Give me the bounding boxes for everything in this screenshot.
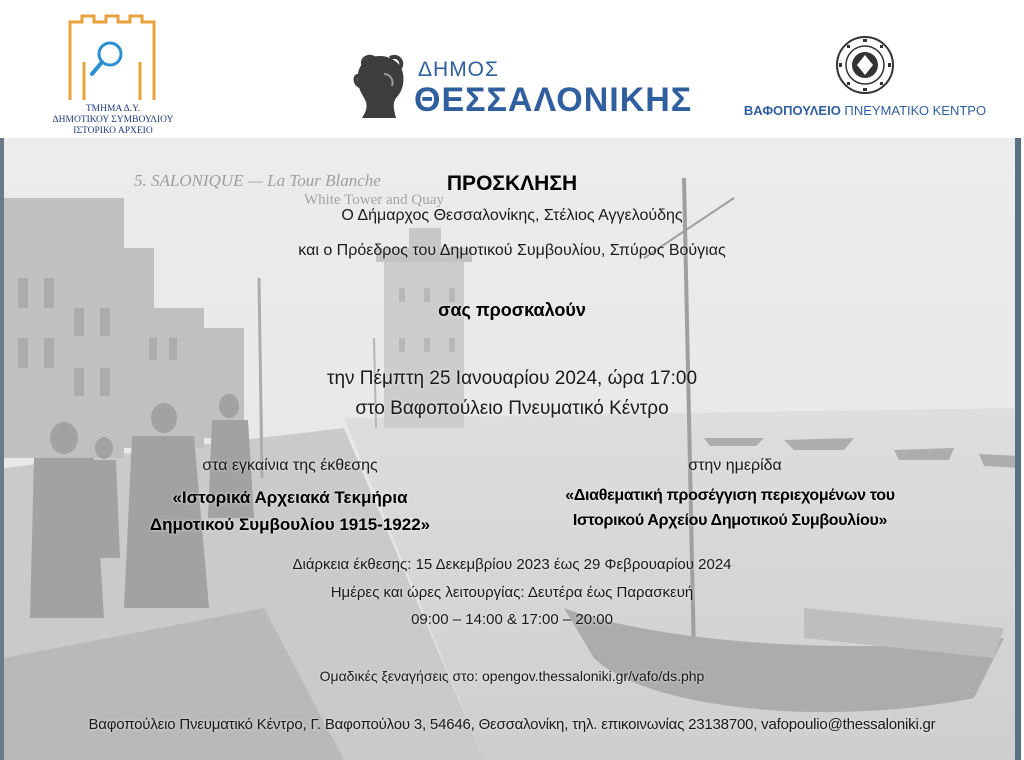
invite-line: σας προσκαλούν bbox=[438, 300, 586, 320]
vafopoulio-logo-text bbox=[735, 103, 995, 118]
municipality-logo bbox=[350, 52, 693, 127]
event-venue: στο Βαφοπούλειο Πνευματικό Κέντρο bbox=[355, 398, 669, 419]
municipality-word-thessaloniki: ΘΕΣΣΑΛΟΝΙΚΗΣ bbox=[414, 81, 693, 119]
right-border bbox=[1015, 138, 1021, 760]
archive-logo-line-2: ΔΗΜΟΤΙΚΟΥ ΣΥΜΒΟΥΛΙΟΥ bbox=[52, 115, 174, 125]
archive-logo-text bbox=[38, 104, 188, 137]
vafopoulio-logo-rest: ΠΝΕΥΜΑΤΙΚΟ ΚΕΝΤΡΟ bbox=[840, 103, 987, 118]
vafopoulio-seal-icon bbox=[835, 35, 895, 95]
alexander-bust-icon bbox=[350, 52, 410, 120]
mayor-line: Ο Δήμαρχος Θεσσαλονίκης, Στέλιος Αγγελούδης bbox=[341, 207, 683, 224]
council-president-line: και ο Πρόεδρος του Δημοτικού Συμβουλίου, Σπύρος Βούγιας bbox=[298, 242, 726, 259]
group-tours-link[interactable]: Ομαδικές ξεναγήσεις στο: opengov.thessaloniki.gr/vafo/ds.php bbox=[319, 668, 705, 684]
vafopoulio-logo bbox=[735, 35, 995, 125]
opening-hours: 09:00 – 14:00 & 17:00 – 20:00 bbox=[411, 611, 613, 628]
white-tower-background-photo bbox=[4, 138, 1020, 760]
tower-magnifier-icon bbox=[64, 12, 160, 104]
contact-address: Βαφοπούλειο Πνευματικό Κέντρο, Γ. Βαφοπούλου 3, 54646, Θεσσαλονίκη, τηλ. επικοινωνίας 23138700, vafopoulio@thessaloniki.gr bbox=[88, 716, 936, 733]
symposium-intro: στην ημερίδα bbox=[688, 457, 782, 474]
photo-caption-line-2: White Tower and Quay bbox=[304, 192, 444, 208]
exhibition-title-line-2: Δημοτικού Συμβουλίου 1915-1922» bbox=[149, 515, 431, 534]
historical-archive-logo bbox=[38, 12, 188, 136]
invitation-title: ΠΡΟΣΚΛΗΣΗ bbox=[446, 172, 578, 195]
event-date: την Πέμπτη 25 Ιανουαρίου 2024, ώρα 17:00 bbox=[326, 368, 698, 389]
municipality-word-dimos: ΔΗΜΟΣ bbox=[418, 58, 500, 81]
photo-caption-line-1: 5. SALONIQUE — La Tour Blanche bbox=[134, 171, 381, 190]
symposium-title-line-1: «Διαθεματική προσέγγιση περιεχομένων του bbox=[565, 487, 895, 504]
archive-logo-line-3: ΙΣΤΟΡΙΚΟ ΑΡΧΕΙΟ bbox=[73, 126, 153, 136]
vafopoulio-logo-bold: ΒΑΦΟΠΟΥΛΕΙΟ bbox=[743, 103, 841, 118]
exhibition-title-line-1: «Ιστορικά Αρχειακά Τεκμήρια bbox=[172, 488, 408, 507]
harbor-photo-illustration bbox=[4, 138, 1020, 760]
exhibition-duration: Διάρκεια έκθεσης: 15 Δεκεμβρίου 2023 έως 29 Φεβρουαρίου 2024 bbox=[292, 556, 732, 573]
archive-logo-line-1: ΤΜΗΜΑ Δ.Υ. bbox=[85, 104, 141, 114]
symposium-title-line-2: Ιστορικού Αρχείου Δημοτικού Συμβουλίου» bbox=[572, 512, 888, 529]
opening-days: Ημέρες και ώρες λειτουργίας: Δευτέρα έως Παρασκευή bbox=[330, 584, 694, 601]
exhibition-intro: στα εγκαίνια της έκθεσης bbox=[202, 457, 378, 474]
logo-header bbox=[0, 0, 1024, 138]
